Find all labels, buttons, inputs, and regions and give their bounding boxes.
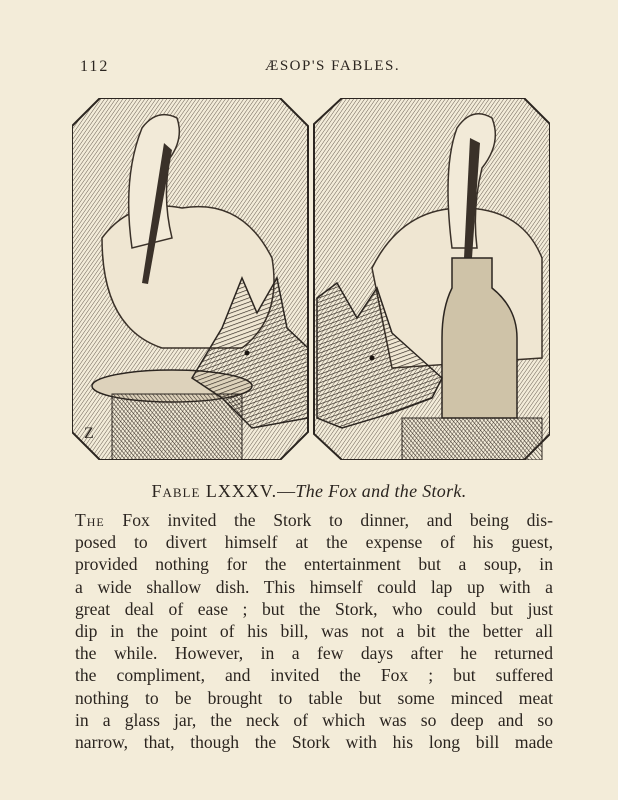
text-line: the compliment, and invited the Fox ; but suffered xyxy=(75,665,553,686)
right-panel xyxy=(314,98,550,460)
running-title: ÆSOP'S FABLES. xyxy=(265,58,401,74)
fable-title: The Fox and the Stork. xyxy=(295,481,467,501)
page-header xyxy=(80,58,550,82)
text-line: dip in the point of his bill, was not a bit the better all xyxy=(75,620,553,641)
first-word: The xyxy=(75,510,105,530)
fable-number: Fable LXXXV. xyxy=(151,481,278,501)
text-line: The Fox invited the Stork to dinner, and being dis- xyxy=(75,510,553,530)
text-line: the while. However, in a few days after he returned xyxy=(75,643,553,664)
text-line: posed to divert himself at the expense of his guest, xyxy=(75,532,553,553)
text-line: narrow, that, though the Stork with his long bill made xyxy=(75,731,553,752)
fable-caption xyxy=(0,481,618,502)
text-line: great deal of ease ; but the Stork, who could but just xyxy=(75,598,553,619)
engraver-signature: Z xyxy=(84,425,94,442)
engraving xyxy=(72,98,550,460)
text-line: nothing to be brought to table but some minced meat xyxy=(75,687,553,708)
fable-text xyxy=(75,509,553,753)
text-line: in a glass jar, the neck of which was so deep and so xyxy=(75,709,553,730)
left-panel xyxy=(72,98,308,460)
text-line: a wide shallow dish. This himself could lap up with a xyxy=(75,576,553,597)
fable-illustration xyxy=(72,98,550,460)
caption-dash: — xyxy=(277,481,296,501)
page-number: 112 xyxy=(80,58,110,75)
text-line: provided nothing for the entertainment but a soup, in xyxy=(75,554,553,575)
